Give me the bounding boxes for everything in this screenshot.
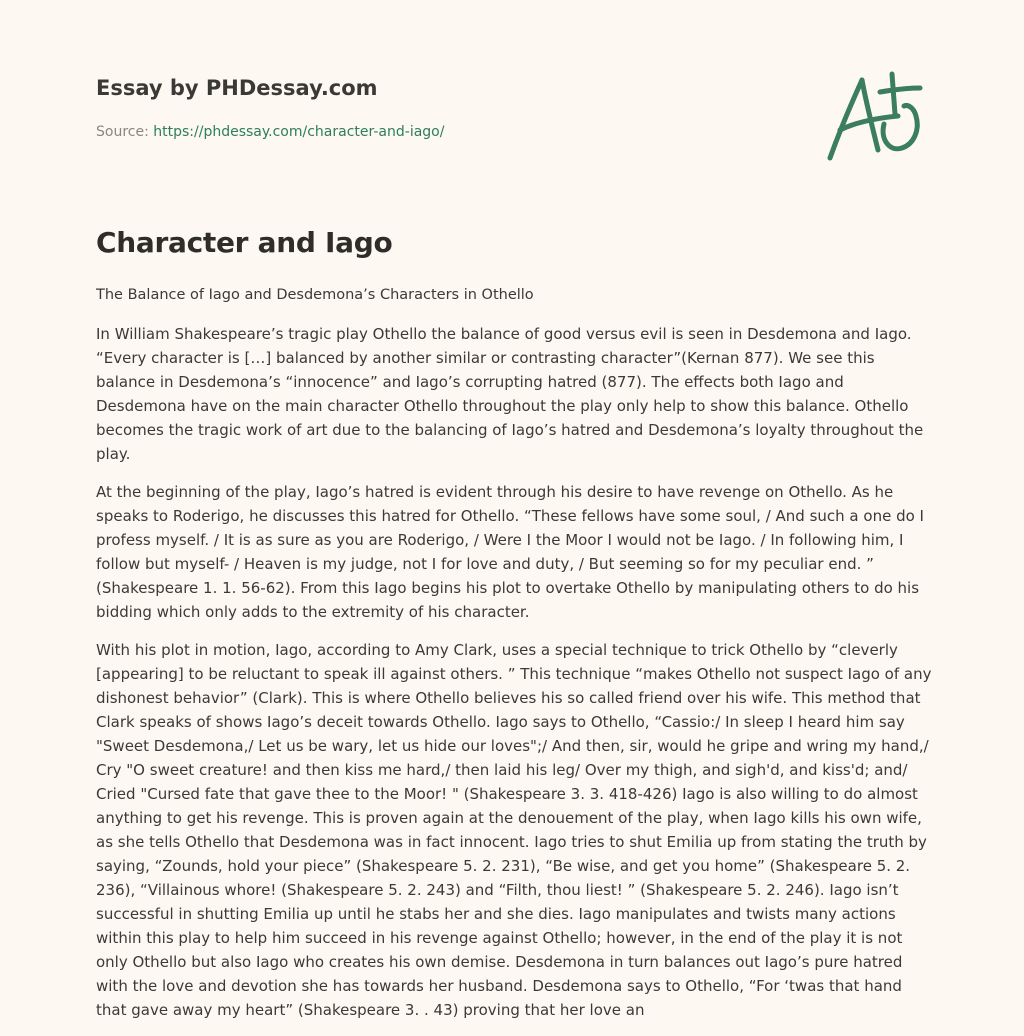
source-line xyxy=(96,124,444,140)
essay-paragraph: In William Shakespeare’s tragic play Othello the balance of good versus evil is seen in Desdemona and Iago. “Every character is […] balanced by another similar or contrasting character”(Kernan 877). We see this balance in Desdemona’s “innocence” and Iago’s corrupting hatred (877). The effects both Iago and Desdemona have on the main character Othello throughout the play only help to show this balance. Othello becomes the tragic work of art due to the balancing of Iago’s hatred and Desdemona’s loyalty throughout the play. xyxy=(96,325,924,463)
site-brand: Essay by PHDessay.com xyxy=(96,76,378,100)
essay-paragraph: At the beginning of the play, Iago’s hatred is evident through his desire to have revenge on Othello. As he speaks to Roderigo, he discusses this hatred for Othello. “These fellows have some soul, / And such a one do I profess myself. / It is as sure as you are Roderigo, / Were I the Moor I would not be Iago. / In following him, I follow but myself- / Heaven is my judge, not I for love and duty, / But seeming so for my peculiar end. ” (Shakespeare 1. 1. 56-62). From this Iago begins his plot to overtake Othello by manipulating others to do his bidding which only adds to the extremity of his character. xyxy=(96,483,924,621)
source-label: Source: xyxy=(96,124,154,140)
essay-title: Character and Iago xyxy=(96,226,393,259)
a-plus-logo-icon xyxy=(822,68,928,164)
essay-body xyxy=(96,322,936,1036)
source-link[interactable]: https://phdessay.com/character-and-iago/ xyxy=(153,124,445,140)
essay-paragraph: With his plot in motion, Iago, according to Amy Clark, uses a special technique to trick Othello by “cleverly [appearing] to be reluctant to speak ill against others. ” This technique “makes Othello not suspect Iago of any dishonest behavior” (Clark). This is where Othello believes his so called friend over his wife. This method that Clark speaks of shows Iago’s deceit towards Othello. Iago says to Othello, “Cassio:/ In sleep I heard him say "Sweet Desdemona,/ Let us be wary, let us hide our loves";/ And then, sir, would he gripe and wring my hand,/ Cry "O sweet creature! and then kiss me hard,/ then laid his leg/ Over my thigh, and sigh'd, and kiss'd; and/ Cried "Cursed fate that gave thee to the Moor! " (Shakespeare 3. 3. 418-426) Iago is also willing to do almost anything to get his revenge. This is proven again at the denouement of the play, when Iago kills his own wife, as she tells Othello that Desdemona was in fact innocent. Iago tries to shut Emilia up from stating the truth by saying, “Zounds, hold your piece” (Shakespeare 5. 2. 231), “Be wise, and get you home” (Shakespeare 5. 2. 236), “Villainous whore! (Shakespeare 5. 2. 243) and “Filth, thou liest! ” (Shakespeare 5. 2. 246). Iago isn’t successful in shutting Emilia up until he stabs her and she dies. Iago manipulates and twists many actions within this play to help him succeed in his revenge against Othello; however, in the end of the play it is not only Othello but also Iago who creates his own demise. Desdemona in turn balances out Iago’s pure hatred with the love and devotion she has towards her husband. Desdemona says to Othello, “For ‘twas that hand that gave away my heart” (Shakespeare 3. . 43) proving that her love an xyxy=(96,641,932,1019)
essay-subtitle: The Balance of Iago and Desdemona’s Characters in Othello xyxy=(96,287,534,303)
